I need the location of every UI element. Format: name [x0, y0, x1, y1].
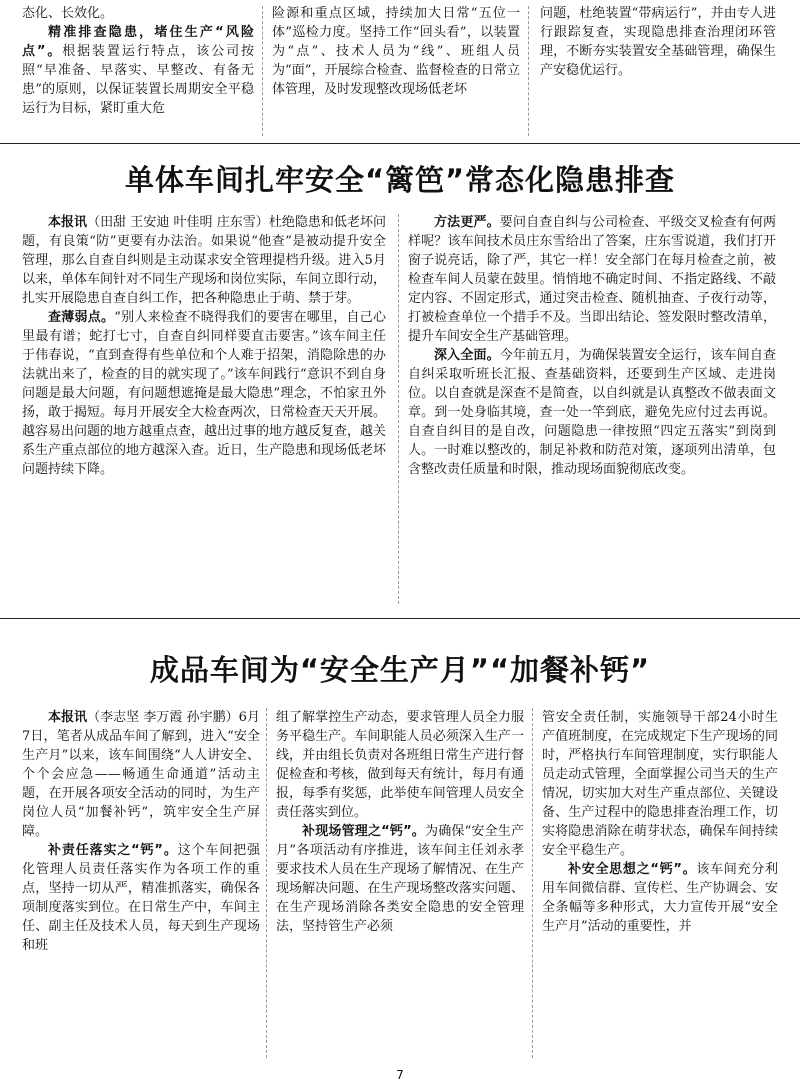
- paragraph: [22, 213, 386, 308]
- paragraph: [408, 346, 776, 479]
- paragraph-text: 这个车间把强化管理人员责任落实作为各项工作的重点，坚持一切从严，精准抓落实，确保各项制度落实到位。在日常生产中，车间主任、副主任及技术人员，每天到生产现场和班: [22, 843, 260, 953]
- paragraph: [276, 708, 524, 822]
- paragraph-lead: 补安全思想之“钙”。: [568, 862, 697, 877]
- paragraph: [22, 841, 260, 955]
- section-rule: [0, 143, 800, 144]
- paragraph: [22, 4, 254, 23]
- column-divider: [398, 214, 399, 604]
- paragraph: [22, 23, 254, 118]
- article2-column-1: [22, 708, 260, 955]
- top-column-3: [540, 4, 776, 80]
- paragraph-lead: 精准排查隐患，堵住生产“风险点”。: [22, 25, 254, 59]
- article1-right-column: [408, 213, 776, 479]
- paragraph: [408, 213, 776, 346]
- page-number: 7: [396, 1068, 404, 1082]
- paragraph-text: 该车间充分利用车间微信群、宣传栏、生产协调会、安全条幅等多种形式，大力宣传开展“安全生产月”活动的重要性，并: [542, 862, 778, 934]
- paragraph: [542, 708, 778, 860]
- paragraph-lead: 方法更严。: [434, 215, 500, 230]
- column-divider: [262, 6, 263, 136]
- paragraph: [272, 4, 520, 99]
- article2-headline: 成品车间为“安全生产月”“加餐补钙”: [149, 653, 651, 687]
- paragraph-lead: 补现场管理之“钙”。: [302, 824, 425, 839]
- article2-column-3: [542, 708, 778, 936]
- column-divider: [532, 708, 533, 1058]
- paragraph-text: 问题，杜绝装置“带病运行”，并由专人进行跟踪复查，实现隐患排查治理闭环管理，不断夯实装置安全基础管理，确保生产安稳优运行。: [540, 6, 776, 78]
- column-divider: [528, 6, 529, 136]
- paragraph-text: “别人来检查不晓得我们的要害在哪里，自己心里最有谱；蛇打七寸，自查自纠同样要直击要害。”该车间主任于伟春说，“直到查得有些单位和个人难于招架，消隐除患的办法就出来了，检查的目的就实现了。”该车间践行“意识不到自身问题是最大问题，有问题想遮掩是最大隐患”理念，不怕家丑外扬，敢于揭短。每月开展安全大检查两次，日常检查天天开展。越容易出问题的地方越重点查，越出过事的地方越反复查，越关系生产重点部位的地方越深入查。近日，生产隐患和现场低老坏问题持续下降。: [22, 310, 387, 477]
- paragraph: [540, 4, 776, 80]
- paragraph-lead: 深入全面。: [434, 348, 500, 363]
- paragraph-text: 为确保“安全生产月”各项活动有序推进，该车间主任刘永孝要求技术人员在生产现场了解情况、在生产现场解决问题、在生产现场整改落实问题、在生产现场消除各类安全隐患的安全管理法，坚持管生产必须: [276, 824, 524, 934]
- column-divider: [266, 708, 267, 1058]
- paragraph-text: （李志坚 李万霞 孙宇鹏）6月7日，笔者从成品车间了解到，进入“安全生产月”以来，该车间围绕“人人讲安全、个个会应急——畅通生命通道”活动主题，在开展各项安全活动的同时，为生产岗位人员“加餐补钙”，筑牢安全生产屏障。: [22, 710, 260, 839]
- paragraph-lead: 查薄弱点。: [48, 310, 115, 325]
- paragraph-text: 组了解掌控生产动态，要求管理人员全力服务平稳生产。车间职能人员必须深入生产一线，并由组长负责对各班组日常生产进行督促检查和考核，做到每天有统计，每月有通报，每季有奖惩，此举使车间管理人员安全责任落实到位。: [276, 710, 524, 820]
- paragraph-text: 要问自查自纠与公司检查、平级交叉检查有何两样呢？该车间技术员庄东雪给出了答案，庄东雪说道，我们打开窗子说亮话，除了严，其它一样！安全部门在每月检查之前，被检查车间人员蒙在鼓里。悄悄地不确定时间、不指定路线、不敲定内容、不固定形式，通过突击检查、随机抽查、子夜行动等，打被检查单位一个措手不及。当即出结论、签发限时整改清单，提升车间安全生产基础管理。: [408, 215, 776, 344]
- paragraph: [22, 308, 386, 479]
- paragraph-text: 管安全责任制，实施领导干部24小时生产值班制度，在完成规定下生产现场的同时，严格执行车间管理制度，实行职能人员走动式管理，全面掌握公司当天的生产情况，切实加大对生产重点部位、关键设备、生产过程中的隐患排查治理工作，切实将隐患消除在萌芽状态，确保车间持续安全平稳生产。: [542, 710, 778, 858]
- paragraph-lead: 本报讯: [48, 215, 88, 230]
- article1-headline: 单体车间扎牢安全“篱笆”常态化隐患排查: [124, 163, 676, 197]
- article2-column-2: [276, 708, 524, 936]
- paragraph-text: 根据装置运行特点，该公司按照“早准备、早落实、早整改、有备无患”的原则，以保证装置长周期安全平稳运行为目标，紧盯重大危: [22, 44, 254, 116]
- top-column-2: [272, 4, 520, 99]
- paragraph: [542, 860, 778, 936]
- paragraph-lead: 本报讯: [48, 710, 88, 725]
- paragraph-lead: 补责任落实之“钙”。: [48, 843, 178, 858]
- paragraph-text: 今年前五月，为确保装置安全运行，该车间自查自纠采取听班长汇报、查基础资料，还要到生产区域、走进岗位。以自查就是深查不是简查，以自纠就是认真整改不做表面文章。到一处身临其境，查一处一竿到底，避免先应付过去再说。自查自纠目的是自改，问题隐患一律按照“四定五落实”到岗到人。一时难以整改的，制足补救和防范对策，逐项列出清单，包含整改责任质量和时限，推动现场面貌彻底改变。: [408, 348, 776, 477]
- paragraph: [276, 822, 524, 936]
- top-column-1: [22, 4, 254, 118]
- section-rule: [0, 618, 800, 619]
- paragraph: [22, 708, 260, 841]
- paragraph-text: （田甜 王安迪 叶佳明 庄东雪）杜绝隐患和低老坏问题，有良策“防”更要有办法治。如果说“他查”是被动提升安全管理，那么自查自纠则是主动谋求安全管理提档升级。进入5月以来，单体车间针对不同生产现场和岗位实际，车间立即行动，扎实开展隐患自查自纠工作，把各种隐患止于萌、禁于芽。: [22, 215, 387, 306]
- paragraph-text: 险源和重点区域，持续加大日常“五位一体”巡检力度。坚持工作“回头看”，以装置为“点”、技术人员为“线”、班组人员为“面”，开展综合检查、监督检查的日常立体管理，及时发现整改现场低老坏: [272, 6, 520, 97]
- paragraph-text: 态化、长效化。: [22, 6, 114, 21]
- article1-left-column: [22, 213, 386, 479]
